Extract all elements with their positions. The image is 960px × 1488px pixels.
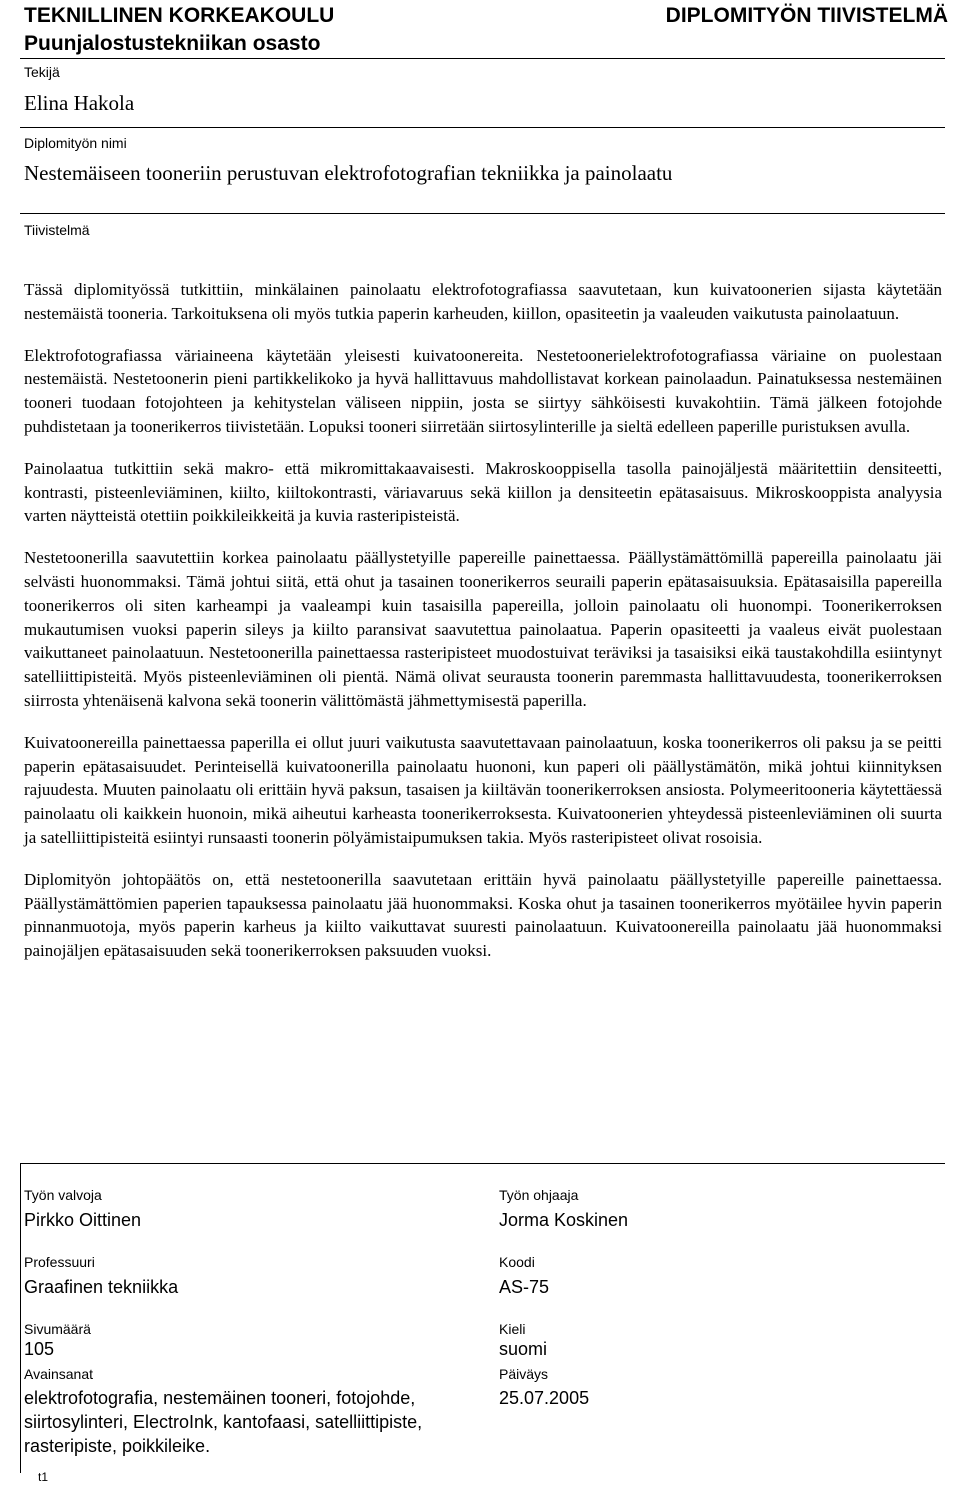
document-type: DIPLOMITYÖN TIIVISTELMÄ — [665, 4, 948, 27]
author-label: Tekijä — [24, 64, 60, 80]
abstract-paragraph: Painolaatua tutkittiin sekä makro- että mikromittakaavaisesti. Makroskooppisella tasolla painojäljestä määritettiin densiteetti, kontrasti, pisteenleviäminen, kiilto, kiiltokontrasti, väriavaruus sekä kiillon ja densiteetin epätasaisuus. Mikroskooppista analyysia varten näytteistä otettiin poikkileikkeitä ja kuvia rasteripisteistä. — [24, 458, 942, 526]
supervisor-value: Pirkko Oittinen — [24, 1210, 142, 1230]
abstract-paragraph: Tässä diplomityössä tutkittiin, minkälainen painolaatu elektrofotografiassa saavutetaan, kun kuivatoonerien sijasta käytetään nestemäistä tooneria. Tarkoituksena oli myös tutkia paperin karheuden, kiillon, opasiteetin ja vaaleuden vaikutusta painolaatuun. — [24, 280, 942, 323]
abstract-paragraph: Diplomityön johtopäätös on, että nestetoonerilla saavutetaan erittäin hyvä painolaatu päällystetyille papereille painettaessa. Päällystämättömien paperien tapauksessa painolaatu jää huonommaksi. Koska ohut ja tasainen toonerikerros myötäilee hyvin paperin pinnanmuotoja, myös paperin karheus ja kiilto vaikuttavat suuresti painolaatuun. Kuivatoonereilla painolaatu jää huonommaksi painojäljen epätasaisuuden sekä toonerikerroksen paksuuden vuoksi. — [24, 869, 942, 961]
university-name: TEKNILLINEN KORKEAKOULU — [24, 4, 335, 27]
language-value: suomi — [499, 1339, 548, 1359]
divider-header — [20, 58, 945, 59]
header-left — [24, 2, 334, 58]
abstract-paragraph: Nestetoonerilla saavutettiin korkea painolaatu päällystetyille papereille painettaessa. Päällystämättömillä papereilla painolaatu jäi selvästi huonommaksi. Tämä johtui siitä, että ohut ja tasainen toonerikerros seuraili paperin epätasaisuuksia. Epätasaisilla papereilla toonerikerros oli siten karheampi ja vaaleampi kuin tasaisilla papereilla, jolloin painolaatu oli huonompi. Toonerikerroksen mukautumisen vuoksi paperin sileys ja kiilto paransivat saavutettua painolaatua. Paperin opasiteetti ja vaaleus eivät puolestaan vaikuttaneet painolaatuun. Nestetoonerilla painettaessa rasteripisteet muodostuivat teräviksi ja tasaisiksi eikä taustakohdilla esiintynyt satelliittipisteitä. Myös pisteenleviäminen oli pientä. Nämä olivat seurausta toonerin paremmasta hallittavuudesta, toonerikerroksen siirrosta yhtenäisenä kalvona sekä toonerin välittömästä jähmettymisestä paperilla. — [24, 548, 942, 710]
abstract-body — [24, 278, 942, 981]
department-name: Puunjalostustekniikan osasto — [24, 32, 321, 55]
thesis-title-label: Diplomityön nimi — [24, 135, 127, 151]
keywords-label: Avainsanat — [24, 1366, 94, 1382]
bottom-left-border — [20, 1163, 21, 1473]
pages-label: Sivumäärä — [24, 1321, 91, 1337]
pages-value: 105 — [24, 1339, 55, 1359]
divider-author — [20, 127, 945, 128]
abstract-paragraph: Kuivatoonereilla painettaessa paperilla ei ollut juuri vaikutusta saavutettavaan painolaatuun, koska toonerikerros oli paksu ja se peitti paperin epätasaisuudet. Perinteisellä kuivatoonerilla painolaatu huononi, kun paperi oli päällystämätön, mikä johtui kiinnityksen rajuudesta. Muuten painolaatu oli erittäin hyvä paksun, tasaisen ja kiiltävän toonerikerroksen ansiosta. Polymeeritooneria käytettäessä painolaatu oli kaikkein huonoin, mikä aiheutui karheasta toonerikerroksesta. Kuivatoonerien yhteydessä pisteenleviäminen oli suurta ja satelliittipisteitä esiintyi runsaasti toonerin pölyämistaipumuksen takia. Myös rasteripisteet olivat rosoisia. — [24, 732, 942, 847]
date-label: Päiväys — [499, 1366, 549, 1382]
abstract-label: Tiivistelmä — [24, 222, 90, 238]
supervisor-label: Työn valvoja — [24, 1187, 102, 1203]
thesis-title: Nestemäiseen tooneriin perustuvan elektrofotografian tekniikka ja painolaatu — [24, 161, 673, 185]
divider-abstract — [20, 1163, 945, 1164]
date-value: 25.07.2005 — [499, 1388, 590, 1408]
code-label: Koodi — [499, 1254, 535, 1270]
code-value: AS-75 — [499, 1277, 550, 1297]
professorship-label: Professuuri — [24, 1254, 95, 1270]
author-name: Elina Hakola — [24, 91, 135, 115]
keywords-value: elektrofotografia, nestemäinen tooneri, fotojohde, siirtosylinteri, ElectroInk, kantofaasi, satelliittipiste, rasteripiste, poikkileike. — [24, 1388, 423, 1456]
language-label: Kieli — [499, 1321, 526, 1337]
abstract-paragraph: Elektrofotografiassa väriaineena käytetään yleisesti kuivatoonereita. Nestetoonerielektrofotografiassa väriaine on puolestaan nestemäistä. Nestetoonerin pieni partikkelikoko ja hyvä hallittavuus mahdollistavat korkean painolaadun. Painatuksessa nestemäinen tooneri tuodaan fotojohteen ja kehitystelan väliseen nippiin, josta se siirtyy sähköisesti kuvakohtiin. Tämä jälkeen fotojohde puhdistetaan ja toonerikerros tiivistetään. Lopuksi tooneri siirretään siirtosylinterille ja sieltä edelleen paperille puristuksen avulla. — [24, 345, 942, 436]
professorship-value: Graafinen tekniikka — [24, 1277, 179, 1297]
divider-title — [20, 213, 945, 214]
instructor-value: Jorma Koskinen — [499, 1210, 629, 1230]
instructor-label: Työn ohjaaja — [499, 1187, 579, 1203]
footer-code: t1 — [38, 1470, 49, 1484]
